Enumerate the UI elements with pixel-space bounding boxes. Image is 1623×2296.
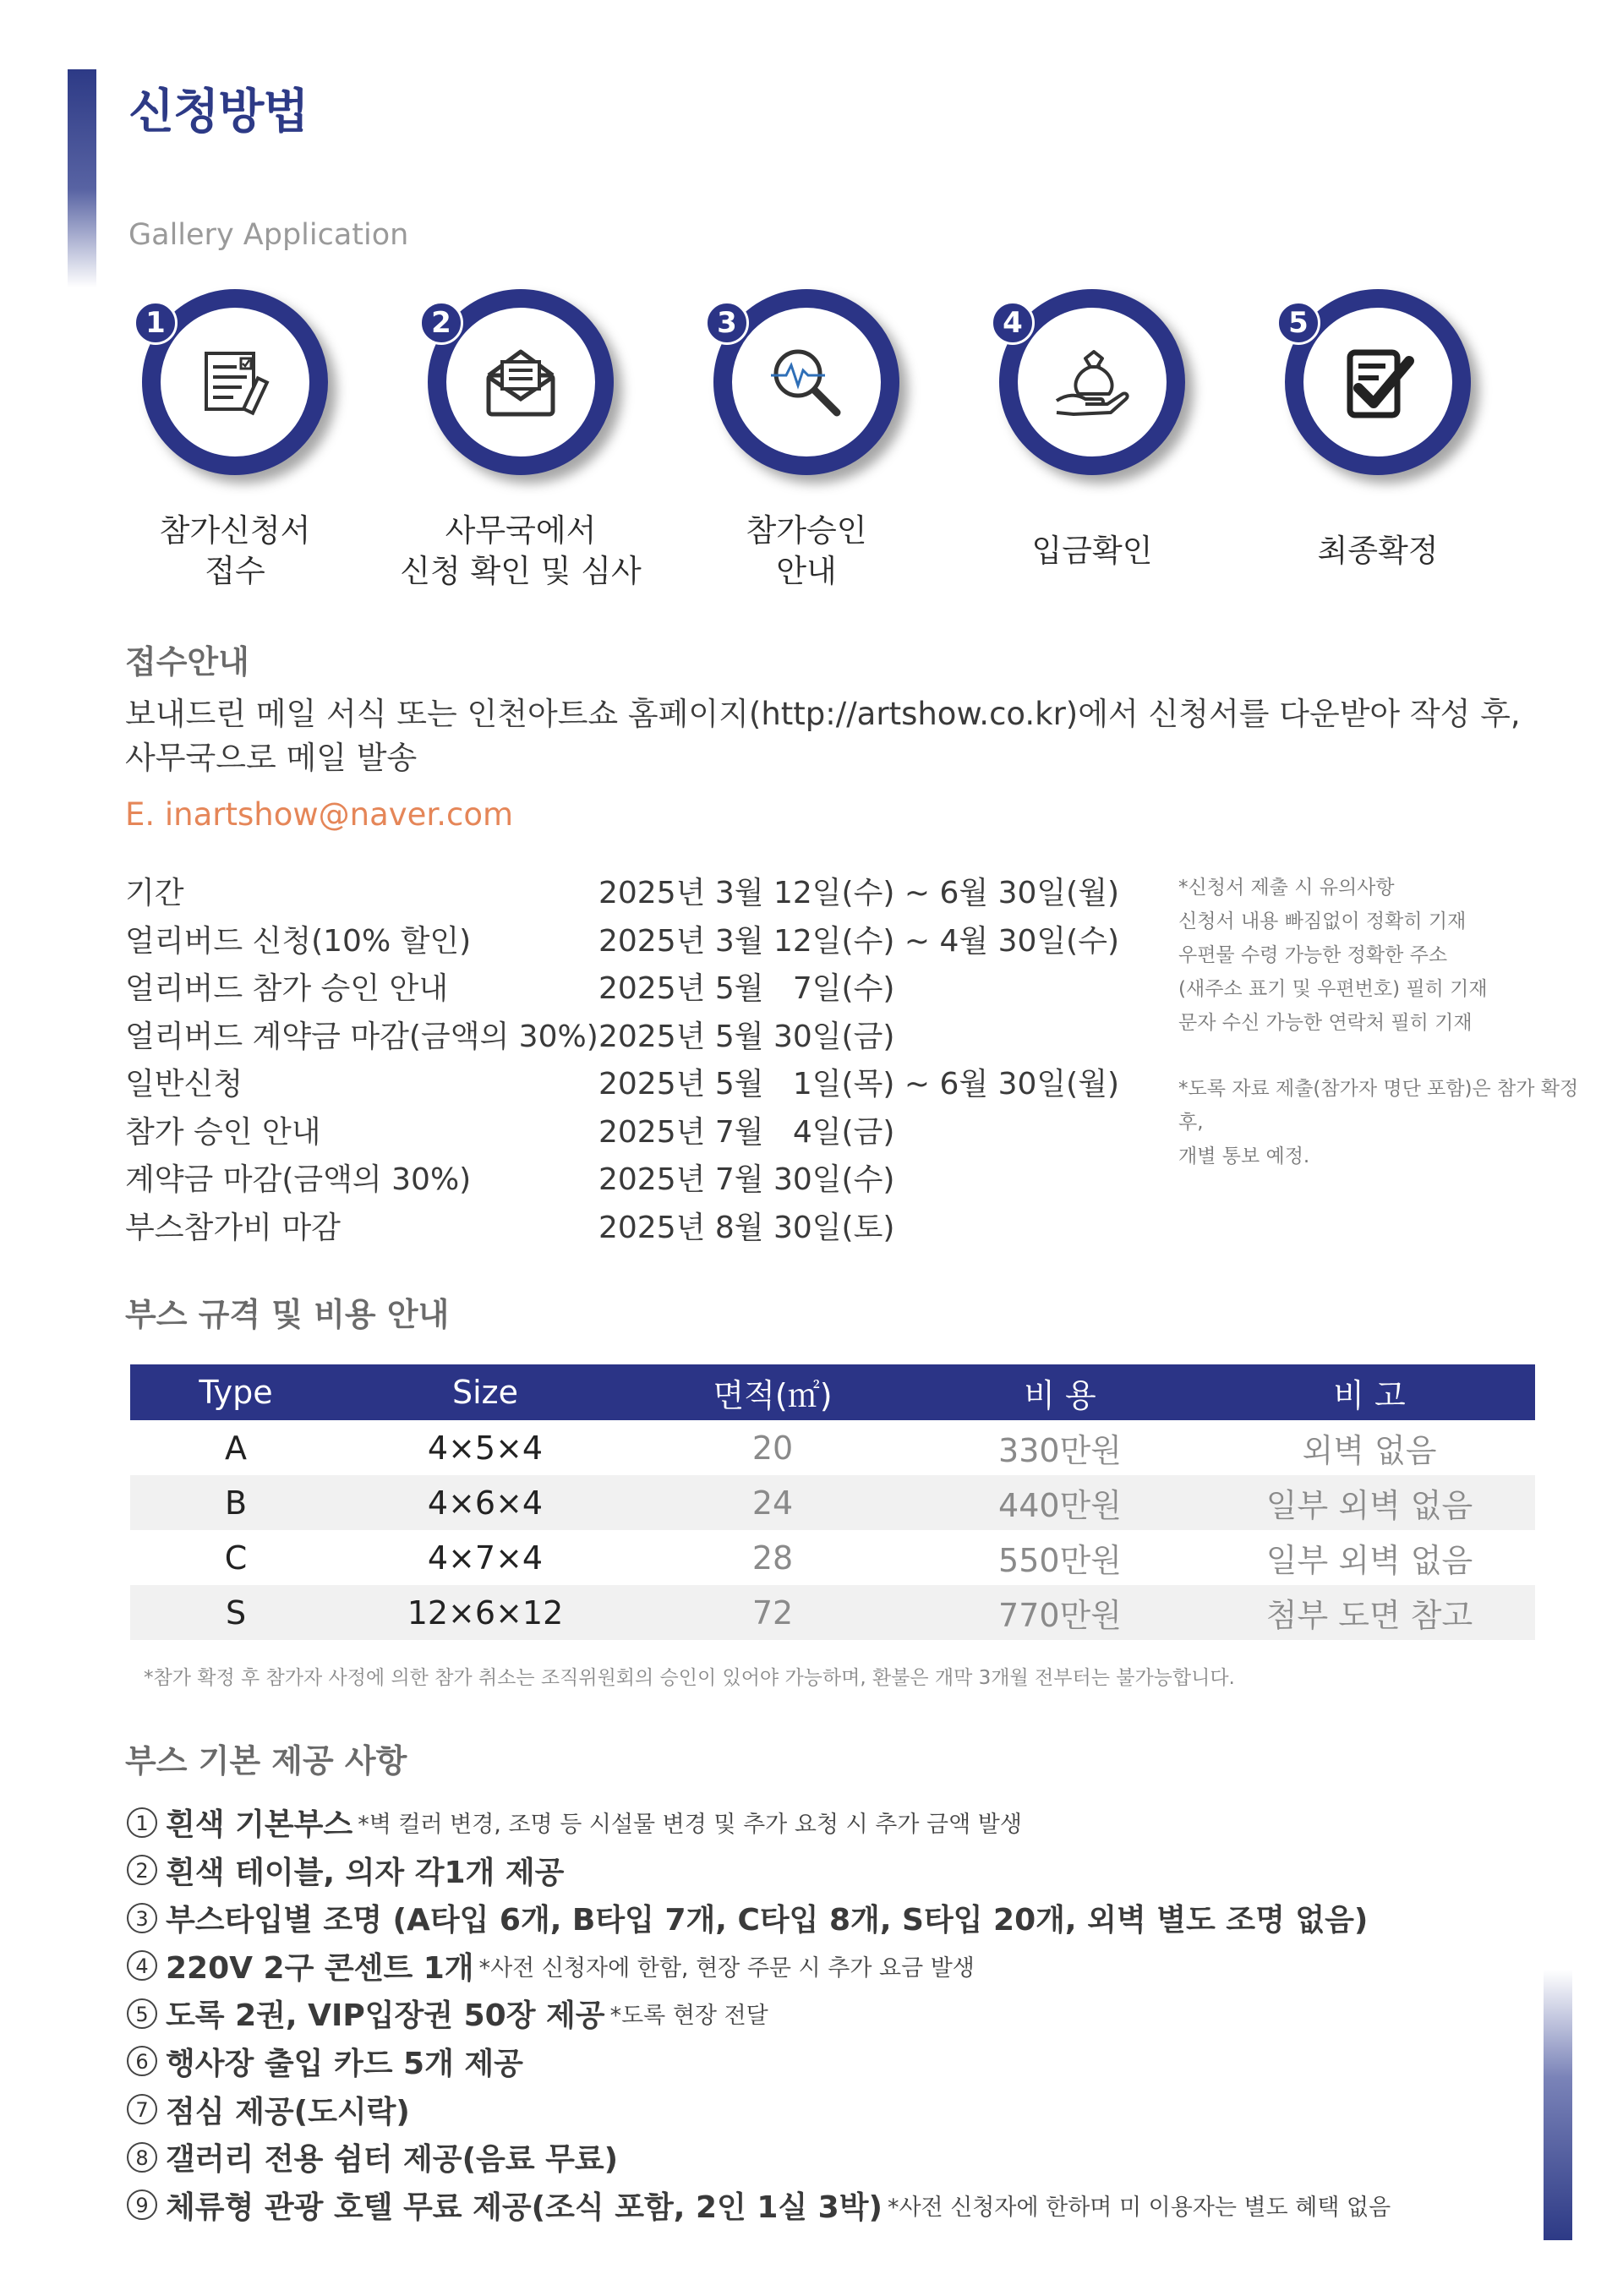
step-label (1234, 531, 1522, 571)
cell-area: 20 (751, 1429, 794, 1467)
schedule-label: 참가 승인 안내 (125, 1114, 321, 1150)
note-spacer (1178, 1040, 1601, 1072)
step-4 (975, 289, 1263, 602)
list-item (127, 1992, 1522, 2040)
item-number: 3 (127, 1903, 157, 1933)
note-line: (새주소 표기 및 우편번호) 필히 기재 (1178, 978, 1488, 1000)
note-line: 신청서 내용 빠짐없이 정확히 기재 (1178, 910, 1467, 932)
item-number: 1 (127, 1807, 157, 1838)
schedule-label: 부스참가비 마감 (125, 1210, 341, 1245)
cell-size: 4×7×4 (427, 1539, 544, 1577)
note-line: 문자 수신 가능한 연락처 필히 기재 (1178, 1012, 1473, 1034)
column-header-note: 비 고 (1204, 1364, 1535, 1420)
list-item (127, 1944, 1522, 1993)
step-number: 3 (705, 301, 749, 345)
item-text: 흰색 기본부스 (166, 1807, 353, 1842)
schedule-date: 2025년 3월 12일(수) ~ 4월 30일(수) (598, 923, 1120, 959)
cell-note: 일부 외벽 없음 (1204, 1475, 1535, 1530)
schedule-date: 2025년 7월 30일(수) (598, 1162, 895, 1197)
step-label-line: 안내 (776, 553, 837, 589)
step-2 (400, 289, 691, 602)
cell-type: S (130, 1585, 342, 1640)
step-label-line: 접수 (205, 553, 265, 589)
item-number: 4 (127, 1950, 157, 1981)
step-label-line: 최종확정 (1317, 533, 1439, 569)
booth-heading: 부스 규격 및 비용 안내 (125, 1296, 450, 1333)
cell-size: 4×5×4 (427, 1429, 544, 1467)
step-label-line: 참가신청서 (159, 512, 311, 549)
item-number: 9 (127, 2189, 157, 2220)
cell-note: 첨부 도면 참고 (1204, 1585, 1535, 1640)
page-title: 신청방법 (128, 85, 309, 139)
schedule-row (125, 1204, 1139, 1252)
schedule-label: 얼리버드 계약금 마감(금액의 30%) (125, 1019, 598, 1054)
schedule-date: 2025년 5월 1일(목) ~ 6월 30일(월) (598, 1067, 1120, 1102)
booth-table (130, 1364, 1535, 1640)
accent-bar-top (68, 69, 96, 287)
schedule-date: 2025년 3월 12일(수) ~ 6월 30일(월) (598, 876, 1120, 910)
step-number: 1 (134, 301, 178, 345)
item-number: 2 (127, 1855, 157, 1885)
step-label (377, 511, 664, 592)
table-header-row (130, 1364, 1535, 1420)
list-item (127, 2088, 1522, 2136)
item-number: 8 (127, 2142, 157, 2173)
item-text: 갤러리 전용 쉼터 제공(음료 무료) (166, 2142, 619, 2178)
step-3 (690, 289, 977, 602)
column-header-area: 면적(㎡) (629, 1364, 916, 1420)
schedule-row (125, 1156, 1139, 1204)
item-text: 체류형 관광 호텔 무료 제공(조식 포함, 2인 1실 3박) (166, 2189, 883, 2225)
schedule-row (125, 869, 1139, 917)
item-text: 점심 제공(도시락) (166, 2094, 410, 2129)
list-item (127, 2135, 1522, 2184)
item-note: *사전 신청자에 한하며 미 이용자는 별도 혜택 없음 (887, 2194, 1391, 2221)
cell-cost: 440만원 (916, 1475, 1204, 1530)
reception-heading: 접수안내 (125, 643, 249, 681)
schedule-list (125, 869, 1139, 1251)
cell-cost: 770만원 (916, 1585, 1204, 1640)
schedule-row (125, 1060, 1139, 1108)
list-item (127, 1849, 1522, 1897)
cell-area: 72 (629, 1585, 916, 1640)
list-item (127, 2040, 1522, 2088)
schedule-date: 2025년 5월 30일(금) (598, 1019, 895, 1054)
item-note: *벽 컬러 변경, 조명 등 시설물 변경 및 추가 요청 시 추가 금액 발생 (358, 1812, 1022, 1838)
schedule-label: 얼리버드 신청(10% 할인) (125, 923, 472, 959)
step-label (948, 531, 1236, 571)
note-line: *도록 자료 제출(참가자 명단 포함)은 참가 확정 후, (1178, 1078, 1579, 1134)
step-label (663, 511, 950, 592)
schedule-label: 얼리버드 참가 승인 안내 (125, 971, 449, 1006)
schedule-row (125, 1013, 1139, 1061)
cell-size: 4×6×4 (342, 1475, 629, 1530)
list-item (127, 1801, 1522, 1849)
cell-type: A (225, 1429, 247, 1467)
provided-list (127, 1801, 1522, 2231)
accent-bar-bottom (1544, 1970, 1572, 2240)
schedule-row (125, 1108, 1139, 1156)
item-text: 흰색 테이블, 의자 각1개 제공 (166, 1855, 565, 1890)
item-text: 220V 2구 콘센트 1개 (166, 1950, 474, 1986)
column-header-cost: 비 용 (916, 1364, 1204, 1420)
column-header-type: Type (130, 1364, 342, 1420)
item-number: 6 (127, 2046, 157, 2076)
table-row (130, 1475, 1535, 1530)
step-label-line: 입금확인 (1031, 533, 1153, 569)
cell-type: B (130, 1475, 342, 1530)
schedule-label: 일반신청 (125, 1067, 243, 1102)
item-text: 도록 2권, VIP입장권 50장 제공 (166, 1998, 605, 2034)
item-note: *도록 현장 전달 (609, 2003, 768, 2030)
table-row (130, 1530, 1535, 1585)
step-number: 4 (991, 301, 1035, 345)
note-line: 우편물 수령 가능한 정확한 주소 (1178, 944, 1448, 966)
cell-cost: 550만원 (998, 1542, 1122, 1579)
step-label-line: 사무국에서 (445, 512, 597, 549)
table-row (130, 1585, 1535, 1640)
list-item (127, 2184, 1522, 2232)
cell-note: 외벽 없음 (1302, 1432, 1437, 1469)
cell-type: C (224, 1539, 248, 1577)
item-note: *사전 신청자에 한함, 현장 주문 시 추가 요금 발생 (478, 1954, 975, 1982)
booth-footnote: *참가 확정 후 참가자 사정에 의한 참가 취소는 조직위원회의 승인이 있어야 가능하며, 환불은 개막 3개월 전부터는 불가능합니다. (144, 1667, 1235, 1689)
table-row (130, 1420, 1535, 1475)
application-steps (118, 289, 1555, 602)
note-line: *신청서 제출 시 유의사항 (1178, 877, 1395, 899)
item-number: 7 (127, 2094, 157, 2124)
list-item (127, 1896, 1522, 1944)
step-5 (1261, 289, 1549, 602)
application-form-icon (194, 342, 276, 423)
reception-text-line2: 사무국으로 메일 발송 (125, 740, 418, 776)
application-notes (1178, 871, 1601, 1173)
note-line: 개별 통보 예정. (1178, 1145, 1310, 1167)
step-number: 2 (419, 301, 463, 345)
step-label (91, 511, 379, 592)
schedule-date: 2025년 5월 7일(수) (598, 971, 895, 1006)
checklist-icon (1331, 336, 1424, 429)
page-subtitle: Gallery Application (128, 218, 409, 252)
provided-heading: 부스 기본 제공 사항 (125, 1742, 407, 1779)
step-label-line: 참가승인 (746, 512, 867, 549)
schedule-label: 기간 (125, 876, 184, 910)
contact-email[interactable]: E. inartshow@naver.com (125, 796, 514, 833)
cell-area: 24 (629, 1475, 916, 1530)
step-number: 5 (1276, 301, 1320, 345)
envelope-icon (478, 342, 563, 423)
item-text: 행사장 출입 카드 5개 제공 (166, 2046, 523, 2081)
cell-area: 28 (751, 1539, 794, 1577)
cell-note: 일부 외벽 없음 (1265, 1542, 1473, 1579)
step-label-line: 신청 확인 및 심사 (400, 553, 642, 589)
item-text: 부스타입별 조명 (A타입 6개, B타입 7개, C타입 8개, S타입 20개, 외벽 별도 조명 없음) (166, 1903, 1369, 1938)
schedule-label: 계약금 마감(금액의 30%) (125, 1162, 472, 1197)
step-1 (118, 289, 406, 602)
schedule-row (125, 917, 1139, 965)
schedule-row (125, 965, 1139, 1013)
schedule-date: 2025년 7월 4일(금) (598, 1114, 895, 1150)
column-header-size: Size (342, 1364, 629, 1420)
cell-size: 12×6×12 (342, 1585, 629, 1640)
money-bag-hand-icon (1048, 342, 1136, 423)
magnifier-icon (762, 338, 850, 426)
reception-text-line1: 보내드린 메일 서식 또는 인천아트쇼 홈페이지(http://artshow.co.kr)에서 신청서를 다운받아 작성 후, (125, 696, 1521, 732)
schedule-date: 2025년 8월 30일(토) (598, 1210, 895, 1245)
item-number: 5 (127, 1998, 157, 2029)
cell-cost: 330만원 (998, 1432, 1122, 1469)
